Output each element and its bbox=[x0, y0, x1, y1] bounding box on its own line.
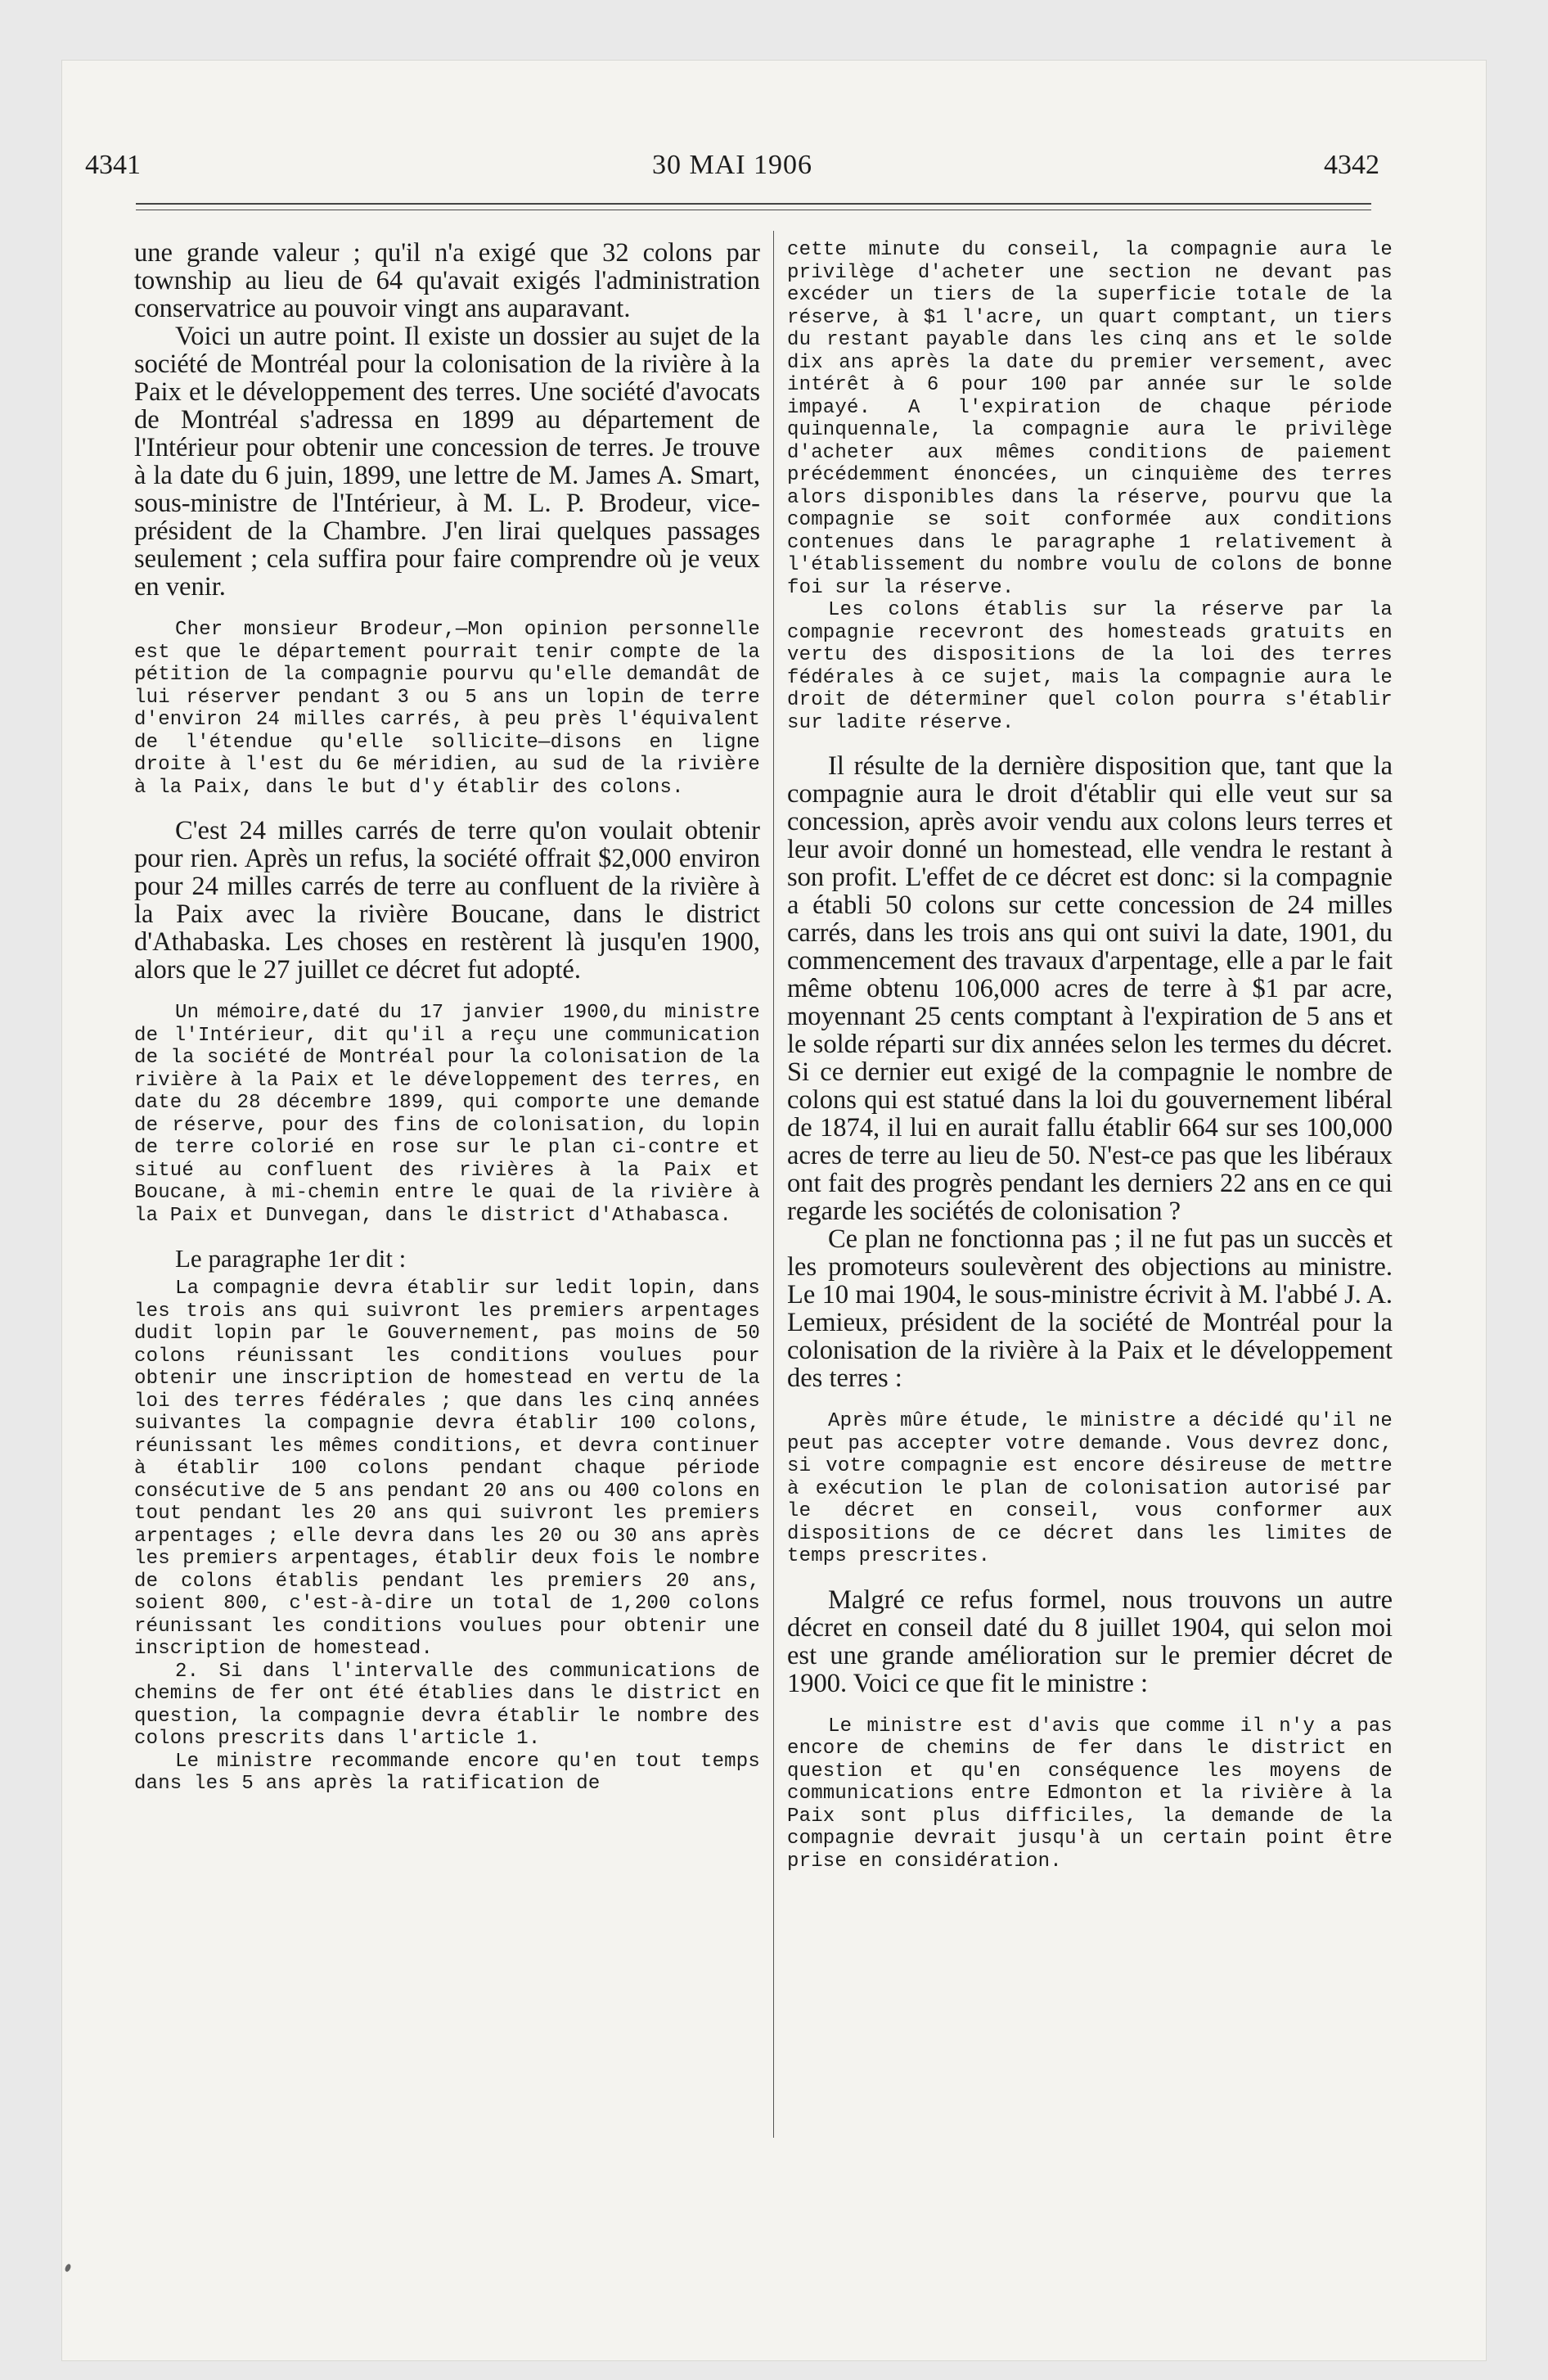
quoted-letter: Après mûre étude, le ministre a décidé qu'il ne peut pas accepter votre demande. Vous devrez donc, si votre compagnie est encore désireuse de mettre à exécution le plan de colonisation autorisé par le décret en conseil, vous conformer aux dispositions de ce décret dans les limites de temps prescrites. bbox=[787, 1410, 1393, 1567]
quoted-paragraph: Les colons établis sur la réserve par la compagnie recevront des homesteads gratuits en vertu des dispositions de la loi des terres fédérales à ce sujet, mais la compagnie aura le droit de déterminer quel colon pourra s'établir sur ladite réserve. bbox=[787, 599, 1393, 734]
header-rule-top bbox=[136, 203, 1371, 205]
quoted-letter: Cher monsieur Brodeur,—Mon opinion personnelle est que le département pourrait tenir compte de la pétition de la compagnie pourvu qu'elle demandât de lui réserver pendant 3 ou 5 ans un lopin de terre d'environ 24 milles carrés, à peu près l'équivalent de l'étendue qu'elle sollicite—disons en ligne droite à l'est du 6e méridien, au sud de la rivière à la Paix, dans le but d'y établir des colons. bbox=[134, 619, 760, 799]
quoted-memo: Un mémoire,daté du 17 janvier 1900,du ministre de l'Intérieur, dit qu'il a reçu une communication de la société de Montréal pour la colonisation de la rivière à la Paix et le développement des terres, en date du 28 décembre 1899, qui comporte une demande de réserve, pour des fins de colonisation, du lopin de terre colorié en rose sur le plan ci-contre et situé au confluent des rivières à la Paix et Boucane, à mi-chemin entre le quai de la rivière à la Paix et Dunvegan, dans le district d'Athabasca. bbox=[134, 1002, 760, 1227]
quoted-decree: Le ministre est d'avis que comme il n'y a pas encore de chemins de fer dans le district en question et qu'en conséquence les moyens de communications entre Edmonton et la rivière à la Paix sont plus difficiles, la demande de la compagnie devrait jusqu'à un certain point être prise en considération. bbox=[787, 1715, 1393, 1873]
paragraph: Il résulte de la dernière disposition que, tant que la compagnie aura le droit d'établir qui elle veut sur sa concession, après avoir vendu aux colons leurs terres et leur avoir donné un homestead, elle vendra le restant à son profit. L'effet de ce décret est donc: si la compagnie a établi 50 colons sur cette concession de 24 milles carrés, dans les trois ans qui ont suivi la date, 1901, du commencement des travaux d'arpentage, elle a par le fait même obtenu 106,000 acres de terre à $1 par acre, moyennant 25 cents comptant à l'expiration de 5 ans et le solde réparti sur dix années selon les termes du décret. Si ce dernier eut exigé de la compagnie le nombre de colons qui est statué dans la loi du gouvernement libéral de 1874, il lui en aurait fallu établir 664 sur ses 100,000 acres de terre au lieu de 50. N'est-ce pas que les libéraux ont fait des progrès pendant les derniers 22 ans en ce qui regarde les sociétés de colonisation ? bbox=[787, 751, 1393, 1226]
quoted-paragraph: 2. Si dans l'intervalle des communications de chemins de fer ont été établies dans le district en question, la compagnie devra établir le nombre des colons prescrits dans l'article 1. bbox=[134, 1660, 760, 1750]
right-column bbox=[787, 239, 1393, 2380]
page-header bbox=[85, 146, 1379, 185]
quoted-paragraph: Le ministre recommande encore qu'en tout temps dans les 5 ans après la ratification de bbox=[134, 1750, 760, 1795]
left-column bbox=[134, 239, 760, 2380]
paragraph: Malgré ce refus formel, nous trouvons un autre décret en conseil daté du 8 juillet 1904, qui selon moi est une grande amélioration sur le premier décret de 1900. Voici ce que fit le ministre : bbox=[787, 1584, 1393, 1698]
header-date: 30 MAI 1906 bbox=[651, 150, 813, 180]
paragraph: une grande valeur ; qu'il n'a exigé que 32 colons par township au lieu de 64 qu'avait exigés l'administration conservatrice au pouvoir vingt ans auparavant. bbox=[134, 238, 760, 323]
paragraph: Ce plan ne fonctionna pas ; il ne fut pas un succès et les promoteurs soulevèrent des objections au ministre. Le 10 mai 1904, le sous-ministre écrivit à M. l'abbé J. A. Lemieux, président de la société de Montréal pour la colonisation de la rivière à la Paix et le développement des terres : bbox=[787, 1224, 1393, 1393]
paragraph: Voici un autre point. Il existe un dossier au sujet de la société de Montréal pour la colonisation de la rivière à la Paix et le développement des terres. Une société d'avocats de Montréal s'adressa en 1899 au département de l'Intérieur pour obtenir une concession de terres. Je trouve à la date du 6 juin, 1899, une lettre de M. James A. Smart, sous-ministre de l'Intérieur, à M. L. P. Brodeur, vice-président de la Chambre. J'en lirai quelques passages seulement ; cela suffira pour faire comprendre où je veux en venir. bbox=[134, 322, 760, 602]
quoted-paragraph: cette minute du conseil, la compagnie aura le privilège d'acheter une section ne devant pas excéder un tiers de la superficie totale de la réserve, à $1 l'acre, un quart comptant, un tiers du restant payable dans les cinq ans et le solde dix ans après la date du premier versement, avec intérêt à 6 pour 100 par année sur le solde impayé. A l'expiration de chaque période quinquennale, la compagnie aura le privilège d'acheter aux mêmes conditions de paiement précédemment énoncées, un cinquième des terres alors disponibles dans la réserve, pourvu que la compagnie se soit conformée aux conditions contenues dans le paragraphe 1 relativement à l'établissement du nombre voulu de colons de bonne foi sur la réserve. bbox=[787, 239, 1393, 599]
section-heading: Le paragraphe 1er dit : bbox=[175, 1244, 407, 1273]
page-number-left: 4341 bbox=[85, 150, 141, 180]
paragraph: C'est 24 milles carrés de terre qu'on voulait obtenir pour rien. Après un refus, la société offrait $2,000 environ pour 24 milles carrés de terre au confluent de la rivière à la Paix avec la rivière Boucane, dans le district d'Athabaska. Les choses en restèrent là jusqu'en 1900, alors que le 27 juillet ce décret fut adopté. bbox=[134, 816, 760, 985]
column-divider bbox=[773, 231, 774, 2138]
quoted-paragraph: La compagnie devra établir sur ledit lopin, dans les trois ans qui suivront les premiers arpentages dudit lopin par le Gouvernement, pas moins de 50 colons réunissant les conditions voulues pour obtenir une inscription de homestead en vertu de la loi des terres fédérales ; que dans les cinq années suivantes la compagnie devra établir 100 colons, réunissant les mêmes conditions, et devra continuer à établir 100 colons pendant chaque période consécutive de 5 ans pendant 20 ans ou 400 colons en tout pendant les 20 ans qui suivront les premiers arpentages ; elle devra dans les 20 ou 30 ans après les premiers arpentages, établir deux fois le nombre de colons établis pendant les premiers 20 ans, soient 800, c'est-à-dire un total de 1,200 colons réunissant les conditions voulues pour obtenir une inscription de homestead. bbox=[134, 1278, 760, 1660]
page-number-right: 4342 bbox=[1324, 150, 1379, 180]
